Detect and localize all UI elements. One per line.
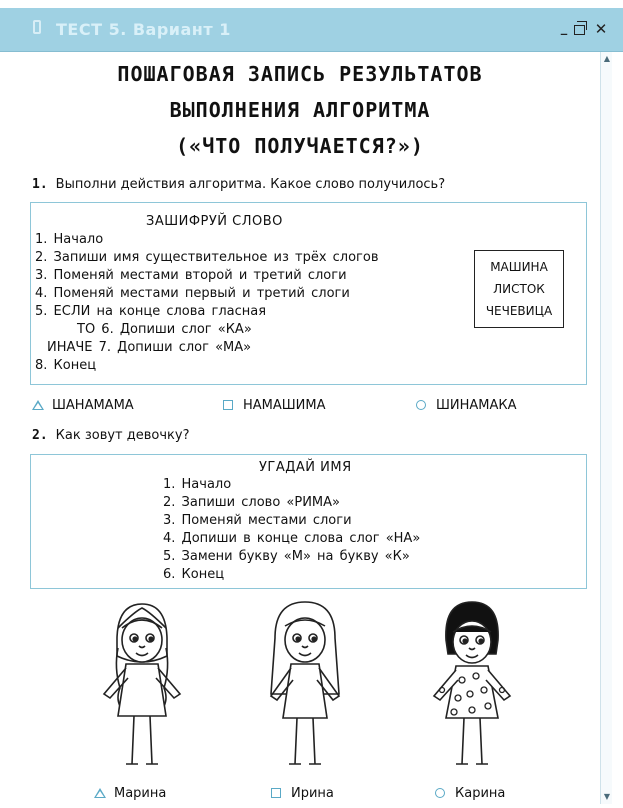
name-option-label: Ирина xyxy=(291,786,334,801)
page-title-line-1: ПОШАГОВАЯ ЗАПИСЬ РЕЗУЛЬТАТОВ xyxy=(117,62,483,86)
answer-option-label: ШАНАМАМА xyxy=(52,398,134,413)
algorithm-2-step: 3. Поменяй местами слоги xyxy=(163,513,352,528)
page-title-line-2: ВЫПОЛНЕНИЯ АЛГОРИТМА xyxy=(169,98,431,122)
algorithm-1-title: ЗАШИФРУЙ СЛОВО xyxy=(146,214,283,229)
question-1-text: Выполни действия алгоритма. Какое слово получилось? xyxy=(55,177,446,192)
word-item: МАШИНА xyxy=(490,260,548,274)
circle-icon xyxy=(416,400,426,410)
algorithm-box-guess-name xyxy=(30,454,587,589)
square-icon xyxy=(223,400,233,410)
name-option-label: Карина xyxy=(455,786,506,801)
circle-icon xyxy=(435,788,445,798)
girl-long-hair-illustration xyxy=(245,598,365,780)
page-title-line-3: («ЧТО ПОЛУЧАЕТСЯ?») xyxy=(176,134,424,158)
girl-dark-hair-icon xyxy=(412,598,532,780)
algorithm-1-step: 4. Поменяй местами первый и третий слоги xyxy=(35,286,350,301)
word-item: ЛИСТОК xyxy=(493,282,545,296)
scroll-down-arrow-icon[interactable]: ▼ xyxy=(603,792,611,801)
algorithm-1-step: 1. Начало xyxy=(35,232,104,247)
girl-long-hair-icon xyxy=(245,598,365,780)
question-1-number: 1. xyxy=(32,177,48,192)
algorithm-1-step: 5. ЕСЛИ на конце слова гласная xyxy=(35,304,267,319)
question-2-number: 2. xyxy=(32,428,48,443)
algorithm-2-step: 1. Начало xyxy=(163,477,232,492)
question-2-text: Как зовут девочку? xyxy=(55,428,190,443)
answer-option-label: НАМАШИМА xyxy=(243,398,326,413)
girl-dark-hair-dotted-dress-illustration xyxy=(412,598,532,780)
algorithm-1-step: ТО 6. Допиши слог «КА» xyxy=(77,322,252,337)
window-title: ТЕСТ 5. Вариант 1 xyxy=(56,20,231,39)
algorithm-1-step: 8. Конец xyxy=(35,358,97,373)
algorithm-2-title: УГАДАЙ ИМЯ xyxy=(259,460,352,475)
minimize-button[interactable]: _ xyxy=(560,21,568,36)
question-2 xyxy=(32,428,190,443)
vertical-scrollbar[interactable] xyxy=(600,52,612,804)
algorithm-2-step: 4. Допиши в конце слова слог «НА» xyxy=(163,531,421,546)
girl-braids-icon xyxy=(82,598,202,780)
triangle-icon xyxy=(94,788,106,798)
algorithm-2-step: 5. Замени букву «М» на букву «К» xyxy=(163,549,410,564)
triangle-icon xyxy=(32,400,44,410)
word-list-box xyxy=(474,250,564,328)
algorithm-1-step: 2. Запиши имя существительное из трёх слогов xyxy=(35,250,379,265)
answer-option-label: ШИНАМАКА xyxy=(436,398,517,413)
name-option-label: Марина xyxy=(114,786,167,801)
girl-braids-illustration xyxy=(82,598,202,780)
algorithm-1-step: 3. Поменяй местами второй и третий слоги xyxy=(35,268,347,283)
scroll-up-arrow-icon[interactable]: ▲ xyxy=(603,54,611,63)
window-menu-icon[interactable] xyxy=(33,20,41,34)
algorithm-1-step: ИНАЧЕ 7. Допиши слог «МА» xyxy=(47,340,252,355)
algorithm-2-step: 2. Запиши слово «РИМА» xyxy=(163,495,340,510)
window-titlebar xyxy=(0,8,623,52)
square-icon xyxy=(271,788,281,798)
close-button[interactable]: ✕ xyxy=(594,20,608,38)
algorithm-box-encrypt xyxy=(30,202,587,385)
restore-button[interactable] xyxy=(574,25,585,35)
word-item: ЧЕЧЕВИЦА xyxy=(485,304,553,318)
question-1 xyxy=(32,177,445,192)
algorithm-2-step: 6. Конец xyxy=(163,567,225,582)
